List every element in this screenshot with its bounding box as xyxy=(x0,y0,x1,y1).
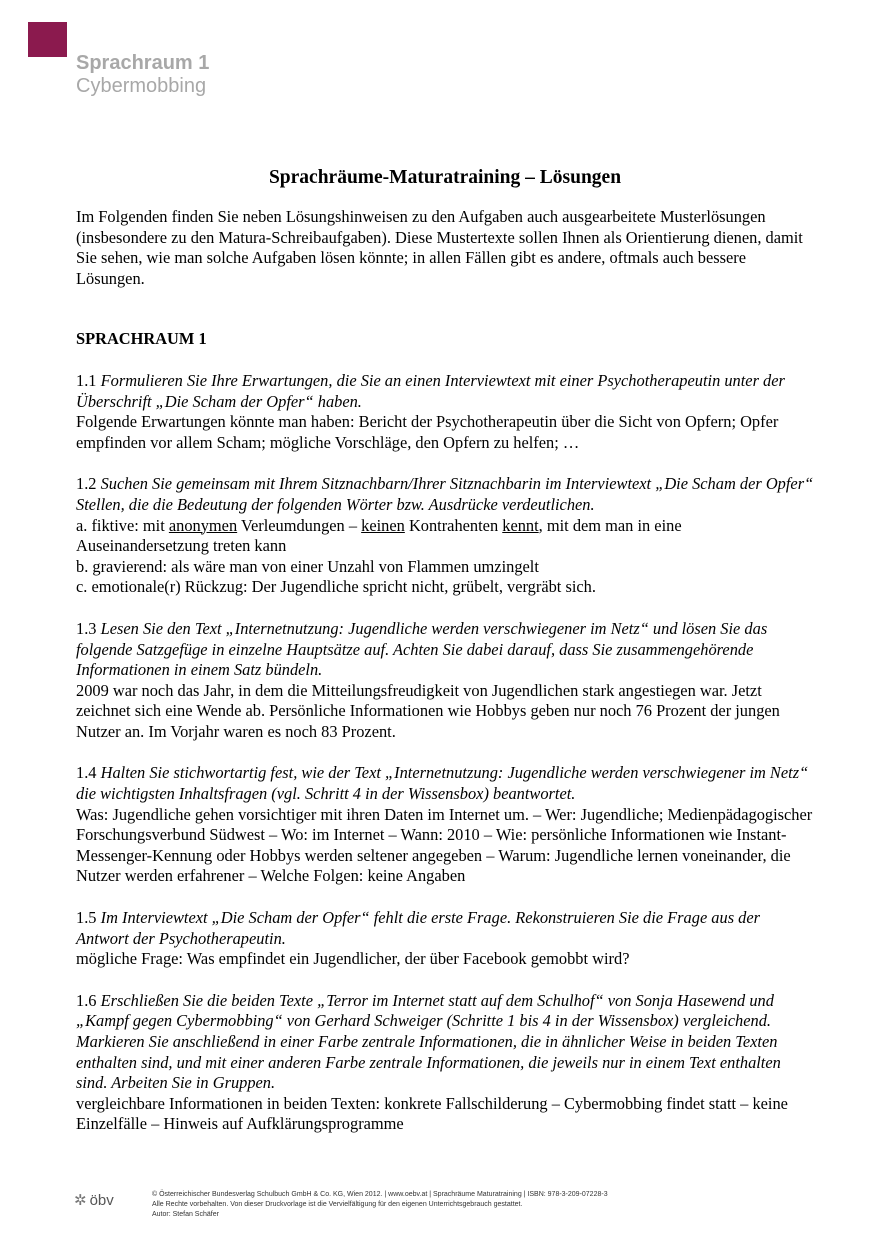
document-title: Sprachräume-Maturatraining – Lösungen xyxy=(268,167,622,188)
task-number: 1.5 xyxy=(76,908,97,928)
task-1-1 xyxy=(76,371,816,453)
publisher-name: öbv xyxy=(89,1192,114,1209)
answer-text: , mit dem man in eine Auseinandersetzung treten kann xyxy=(76,515,682,556)
question-text: Halten Sie stichwortartig fest, wie der Text „Internetnutzung: Jugendliche werden verschwiegener im Netz“ die wichtigsten Inhaltsfragen (vgl. Schritt 4 in der Wissensbox) beantwortet. xyxy=(76,763,809,804)
question-text: Formulieren Sie Ihre Erwartungen, die Sie an einen Interviewtext mit einer Psychotherapeutin unter der Überschrift „Die Scham der Opfer“ haben. xyxy=(76,370,785,411)
task-1-4 xyxy=(76,763,816,887)
publisher-logo xyxy=(74,1192,114,1209)
question-text: Suchen Sie gemeinsam mit Ihrem Sitznachbarn/Ihrer Sitznachbarin im Interviewtext „Die Scham der Opfer“ Stellen, die die Bedeutung der folgenden Wörter bzw. Ausdrücke verdeutlichen. xyxy=(76,474,814,514)
underlined-word: anonymen xyxy=(168,515,238,535)
answer-text: Folgende Erwartungen könnte man haben: Bericht der Psychotherapeutin über die Sicht von Opfern; Opfer empfinden vor allem Scham; mögliche Vorschläge, den Opfern zu helfen; … xyxy=(76,412,779,452)
task-question xyxy=(76,474,816,515)
question-text: Erschließen Sie die beiden Texte „Terror im Internet statt auf dem Schulhof“ von Sonja Hasewend und „Kampf gegen Cybermobbing“ von Gerhard Schweiger (Schritte 1 bis 4 in der Wissensbox) vergleichend. Markieren Sie anschließend in einer Farbe zentrale Informationen, die in ähnlicher Weise in beiden Texten enthalten sind, und mit einer anderen Farbe zentrale Informationen, die jeweils nur in einem Text enthalten sind. Arbeiten Sie in Gruppen. xyxy=(76,990,781,1093)
task-question xyxy=(76,908,816,949)
task-1-6 xyxy=(76,991,816,1135)
intro-paragraph: Im Folgenden finden Sie neben Lösungshinweisen zu den Aufgaben auch ausgearbeitete Musterlösungen (insbesondere zu den Matura-Schreibaufgaben). Diese Mustertexte sollen Ihnen als Orientierung dienen, damit Sie sehen, wie man solche Aufgaben lösen könnte; in allen Fällen gibt es andere, oftmals auch bessere Lösungen. xyxy=(76,207,803,288)
task-1-5 xyxy=(76,908,816,970)
underlined-word: kennt xyxy=(502,515,539,535)
page-header xyxy=(76,52,209,98)
answer-text: Verleumdungen – xyxy=(237,515,362,535)
answer-text: 2009 war noch das Jahr, in dem die Mitteilungsfreudigkeit von Jugendlichen stark angestiegen war. Jetzt zeichnet sich eine Wende ab. Persönliche Informationen wie Hobbys geben nur noch 76 Prozent der jungen Nutzer an. Im Vorjahr waren es noch 83 Prozent. xyxy=(76,680,780,741)
underlined-word: keinen xyxy=(361,515,405,535)
answer-text: vergleichbare Informationen in beiden Texten: konkrete Fallschilderung – Cybermobbing findet statt – keine Einzelfälle – Hinweis auf Aufklärungsprogramme xyxy=(76,1093,788,1134)
answer-b: b. gravierend: als wäre man von einer Unzahl von Flammen umzingelt xyxy=(76,556,539,576)
footer-text xyxy=(152,1190,608,1220)
copyright-line: © Österreichischer Bundesverlag Schulbuch GmbH & Co. KG, Wien 2012. | www.oebv.at | Sprachräume Maturatraining | ISBN: 978-3-209-07228-3 xyxy=(152,1191,608,1198)
answer-text: mögliche Frage: Was empfindet ein Jugendlicher, der über Facebook gemobbt wird? xyxy=(76,949,630,969)
task-question xyxy=(76,619,816,681)
obv-star-icon: ✲ xyxy=(74,1192,87,1209)
answer-c: c. emotionale(r) Rückzug: Der Jugendliche spricht nicht, grübelt, vergräbt sich. xyxy=(76,577,596,597)
task-number: 1.1 xyxy=(76,370,97,390)
task-1-2 xyxy=(76,474,816,598)
task-1-3 xyxy=(76,619,816,743)
document-body xyxy=(76,207,816,1156)
task-question xyxy=(76,763,816,804)
question-text: Lesen Sie den Text „Internetnutzung: Jugendliche werden verschwiegener im Netz“ und lösen Sie das folgende Satzgefüge in einzelne Hauptsätze auf. Achten Sie dabei darauf, dass Sie zusammengehörende Informationen in einem Satz bündeln. xyxy=(76,618,768,680)
task-number: 1.4 xyxy=(76,763,97,783)
task-question xyxy=(76,991,816,1094)
answer-text: Kontrahenten xyxy=(404,515,503,535)
answer-text: Was: Jugendliche gehen vorsichtiger mit ihren Daten im Internet um. – Wer: Jugendliche; Medienpädagogischer Forschungsverbund Südwest – Wo: im Internet – Wann: 2010 – Wie: persönliche Informationen wie Instant-Messenger-Kennung oder Hobbys werden seltener angegeben – Warum: Jugendliche lernen voneinander, die Nutzer werden erfahrener – Welche Folgen: keine Angaben xyxy=(76,804,813,886)
question-text: Im Interviewtext „Die Scham der Opfer“ fehlt die erste Frage. Rekonstruieren Sie die Frage aus der Antwort der Psychotherapeutin. xyxy=(76,908,761,948)
answer-a xyxy=(76,516,816,557)
author-line: Autor: Stefan Schäfer xyxy=(152,1211,219,1218)
section-heading: SPRACHRAUM 1 xyxy=(76,329,207,349)
task-number: 1.2 xyxy=(76,474,97,494)
task-question xyxy=(76,371,816,412)
task-number: 1.3 xyxy=(76,618,97,638)
header-subtitle: Cybermobbing xyxy=(76,75,207,97)
task-number: 1.6 xyxy=(76,990,97,1010)
rights-line: Alle Rechte vorbehalten. Von dieser Druckvorlage ist die Vervielfältigung für den eigenen Unterrichtsgebrauch gestattet. xyxy=(152,1201,523,1208)
brand-square xyxy=(28,22,67,57)
answer-text: a. fiktive: mit xyxy=(76,515,169,535)
header-title: Sprachraum 1 xyxy=(76,52,210,74)
